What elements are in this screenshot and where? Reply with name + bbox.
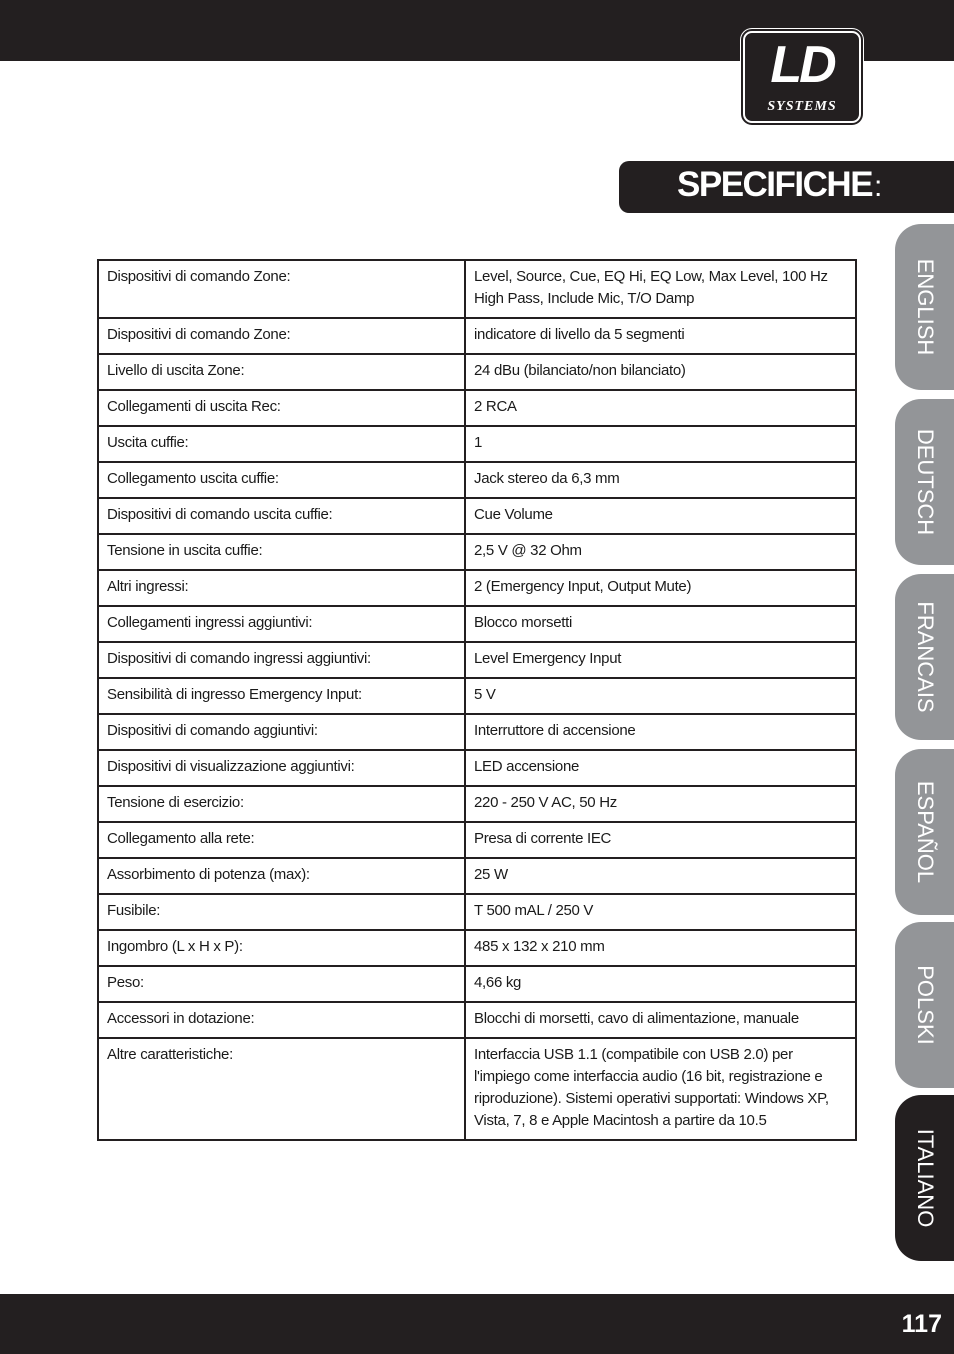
language-tab-francais[interactable] bbox=[895, 574, 954, 740]
spec-value: Blocchi di morsetti, cavo di alimentazione, manuale bbox=[465, 1002, 856, 1038]
spec-row bbox=[98, 426, 856, 462]
spec-row bbox=[98, 750, 856, 786]
spec-row bbox=[98, 606, 856, 642]
section-title-colon: : bbox=[874, 170, 881, 203]
spec-row bbox=[98, 534, 856, 570]
spec-row bbox=[98, 318, 856, 354]
language-tab-label: ENGLISH bbox=[912, 258, 938, 356]
language-tab-label: FRANCAIS bbox=[912, 601, 938, 713]
spec-row bbox=[98, 260, 856, 318]
spec-label: Dispositivi di comando ingressi aggiuntivi: bbox=[98, 642, 465, 678]
language-tab-español[interactable] bbox=[895, 749, 954, 915]
spec-value: Level Emergency Input bbox=[465, 642, 856, 678]
language-tab-english[interactable] bbox=[895, 224, 954, 390]
spec-row bbox=[98, 858, 856, 894]
spec-value: Presa di corrente IEC bbox=[465, 822, 856, 858]
spec-value: Cue Volume bbox=[465, 498, 856, 534]
spec-row bbox=[98, 390, 856, 426]
spec-value: 2 RCA bbox=[465, 390, 856, 426]
spec-row bbox=[98, 822, 856, 858]
spec-label: Tensione di esercizio: bbox=[98, 786, 465, 822]
spec-label: Collegamento uscita cuffie: bbox=[98, 462, 465, 498]
spec-table bbox=[97, 259, 857, 1141]
spec-label: Fusibile: bbox=[98, 894, 465, 930]
spec-label: Dispositivi di comando Zone: bbox=[98, 260, 465, 318]
ld-systems-logo bbox=[740, 28, 864, 126]
language-tab-italiano[interactable] bbox=[895, 1095, 954, 1261]
spec-label: Tensione in uscita cuffie: bbox=[98, 534, 465, 570]
logo-badge bbox=[743, 31, 861, 123]
spec-label: Altre caratteristiche: bbox=[98, 1038, 465, 1140]
spec-label: Dispositivi di comando Zone: bbox=[98, 318, 465, 354]
language-tab-label: ITALIANO bbox=[912, 1128, 938, 1228]
spec-table-body bbox=[98, 260, 856, 1140]
spec-row bbox=[98, 1038, 856, 1140]
spec-value: 24 dBu (bilanciato/non bilanciato) bbox=[465, 354, 856, 390]
bottom-bar bbox=[0, 1294, 954, 1354]
spec-row bbox=[98, 462, 856, 498]
spec-value: Blocco morsetti bbox=[465, 606, 856, 642]
spec-label: Accessori in dotazione: bbox=[98, 1002, 465, 1038]
spec-value: 1 bbox=[465, 426, 856, 462]
spec-row bbox=[98, 642, 856, 678]
spec-row bbox=[98, 570, 856, 606]
language-tab-label: DEUTSCH bbox=[912, 428, 938, 536]
spec-row bbox=[98, 786, 856, 822]
spec-value: Interfaccia USB 1.1 (compatibile con USB 2.0) per l'impiego come interfaccia audio (16 bit, registrazione e riproduzione). Sistemi operativi supportati: Windows XP, Vista, 7, 8 e Apple Macintosh a partire da 10.5 bbox=[465, 1038, 856, 1140]
language-tab-label: ESPAÑOL bbox=[912, 780, 938, 884]
spec-label: Dispositivi di visualizzazione aggiuntivi: bbox=[98, 750, 465, 786]
spec-label: Collegamento alla rete: bbox=[98, 822, 465, 858]
spec-value: indicatore di livello da 5 segmenti bbox=[465, 318, 856, 354]
spec-label: Dispositivi di comando uscita cuffie: bbox=[98, 498, 465, 534]
spec-label: Collegamenti di uscita Rec: bbox=[98, 390, 465, 426]
logo-main-text: LD bbox=[770, 36, 834, 94]
spec-value: LED accensione bbox=[465, 750, 856, 786]
spec-label: Uscita cuffie: bbox=[98, 426, 465, 462]
spec-row bbox=[98, 498, 856, 534]
spec-value: 220 - 250 V AC, 50 Hz bbox=[465, 786, 856, 822]
spec-value: 25 W bbox=[465, 858, 856, 894]
spec-label: Altri ingressi: bbox=[98, 570, 465, 606]
spec-row bbox=[98, 354, 856, 390]
spec-row bbox=[98, 930, 856, 966]
spec-label: Sensibilità di ingresso Emergency Input: bbox=[98, 678, 465, 714]
language-tab-label: POLSKI bbox=[912, 965, 938, 1045]
spec-row bbox=[98, 894, 856, 930]
spec-label: Assorbimento di potenza (max): bbox=[98, 858, 465, 894]
page-number: 117 bbox=[901, 1310, 942, 1338]
language-tab-polski[interactable] bbox=[895, 922, 954, 1088]
spec-value: 5 V bbox=[465, 678, 856, 714]
spec-label: Collegamenti ingressi aggiuntivi: bbox=[98, 606, 465, 642]
spec-row bbox=[98, 714, 856, 750]
section-title bbox=[677, 165, 881, 205]
spec-value: 485 x 132 x 210 mm bbox=[465, 930, 856, 966]
spec-value: 4,66 kg bbox=[465, 966, 856, 1002]
section-title-text: SPECIFICHE bbox=[677, 165, 873, 204]
spec-value: Jack stereo da 6,3 mm bbox=[465, 462, 856, 498]
section-title-block bbox=[619, 161, 954, 213]
spec-row bbox=[98, 678, 856, 714]
spec-label: Dispositivi di comando aggiuntivi: bbox=[98, 714, 465, 750]
spec-value: 2 (Emergency Input, Output Mute) bbox=[465, 570, 856, 606]
spec-value: 2,5 V @ 32 Ohm bbox=[465, 534, 856, 570]
spec-value: T 500 mAL / 250 V bbox=[465, 894, 856, 930]
spec-value: Level, Source, Cue, EQ Hi, EQ Low, Max Level, 100 Hz High Pass, Include Mic, T/O Damp bbox=[465, 260, 856, 318]
spec-label: Ingombro (L x H x P): bbox=[98, 930, 465, 966]
logo-sub-text: SYSTEMS bbox=[767, 99, 837, 114]
spec-label: Peso: bbox=[98, 966, 465, 1002]
spec-row bbox=[98, 1002, 856, 1038]
language-tab-deutsch[interactable] bbox=[895, 399, 954, 565]
spec-label: Livello di uscita Zone: bbox=[98, 354, 465, 390]
spec-value: Interruttore di accensione bbox=[465, 714, 856, 750]
spec-row bbox=[98, 966, 856, 1002]
